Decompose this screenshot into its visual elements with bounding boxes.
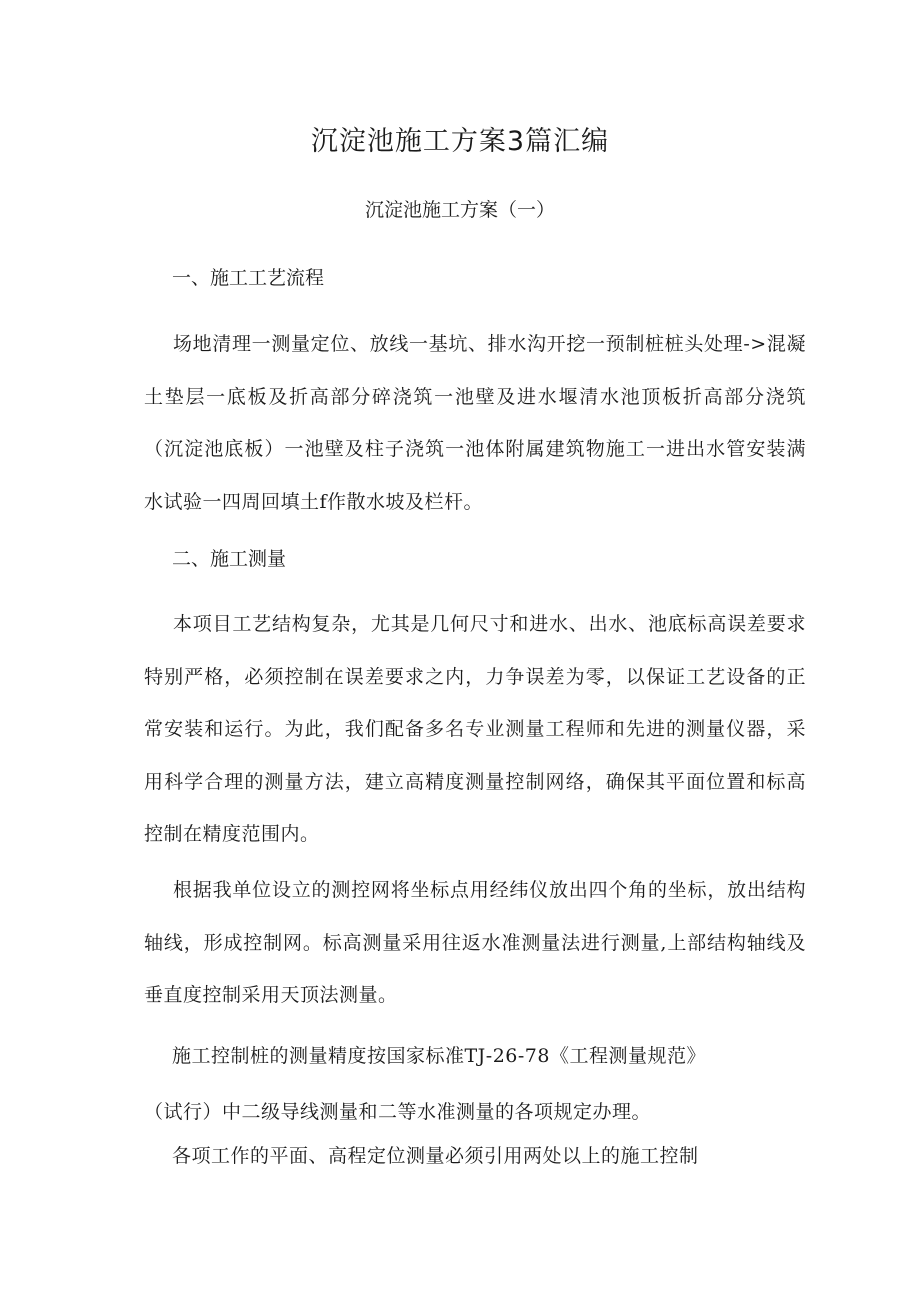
section-heading-process: 一、施工工艺流程 <box>172 267 325 289</box>
survey-paragraph-2: 根据我单位设立的测控网将坐标点用经纬仪放出四个角的坐标，放出结构轴线，形成控制网。标高测量采用往返水准测量法进行测量,上部结构轴线及垂直度控制采用天顶法测量。 <box>144 879 806 1006</box>
survey-paragraph-1: 本项目工艺结构复杂，尤其是几何尺寸和进水、出水、池底标高误差要求特别严格，必须控制在误差要求之内，力争误差为零，以保证工艺设备的正常安装和运行。为此，我们配备多名专业测量工程师和先进的测量仪器，采用科学合理的测量方法，建立高精度测量控制网络，确保其平面位置和标高控制在精度范围内。 <box>144 613 806 845</box>
section-heading-survey: 二、施工测量 <box>172 548 287 570</box>
process-flow-paragraph: 场地清理一测量定位、放线一基坑、排水沟开挖一预制桩桩头处理->混凝土垫层一底板及折高部分碎浇筑一池壁及进水堰清水池顶板折高部分浇筑（沉淀池底板）一池壁及柱子浇筑一池体附属建筑物施工一进出水管安装满水试验一四周回填土f作散水坡及栏杆。 <box>144 333 806 513</box>
survey-standard-line: 施工控制桩的测量精度按国家标准TJ-26-78《工程测量规范》 <box>172 1045 706 1067</box>
document-title: 沉淀池施工方案3篇汇编 <box>310 126 610 157</box>
survey-control-line: 各项工作的平面、高程定位测量必须引用两处以上的施工控制 <box>172 1145 699 1167</box>
document-subtitle: 沉淀池施工方案（一） <box>364 199 555 221</box>
survey-standard-line-cont: （试行）中二级导线测量和二等水准测量的各项规定办理。 <box>144 1101 652 1123</box>
